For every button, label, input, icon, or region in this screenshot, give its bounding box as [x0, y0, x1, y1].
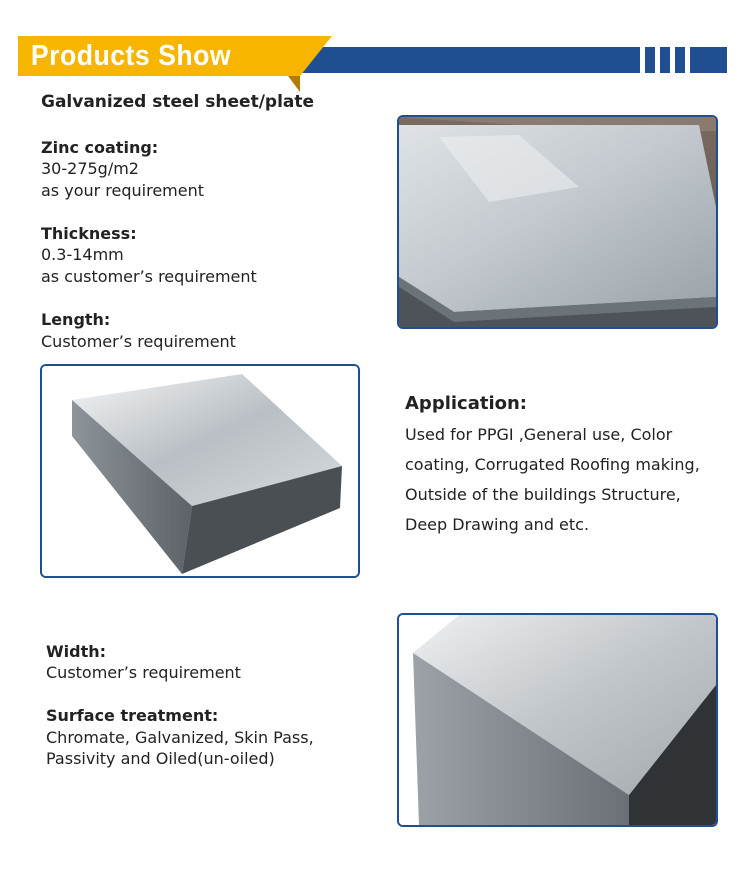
- sheet-closeup-image: [399, 615, 716, 825]
- photo-plate-stack: [40, 364, 360, 578]
- zinc-coating-label: Zinc coating:: [41, 138, 159, 157]
- surface-treatment-label: Surface treatment:: [46, 706, 219, 725]
- length-label: Length:: [41, 310, 111, 329]
- length-value: Customer’s requirement: [41, 332, 236, 351]
- application-line-2: coating, Corrugated Roofing making,: [405, 455, 700, 474]
- photo-sheet-stack: [397, 115, 718, 329]
- thickness-note: as customer’s requirement: [41, 267, 257, 286]
- sheet-stack-image: [399, 117, 716, 327]
- application-line-3: Outside of the buildings Structure,: [405, 485, 681, 504]
- surface-treatment-line-1: Chromate, Galvanized, Skin Pass,: [46, 728, 314, 747]
- application-line-1: Used for PPGI ,General use, Color: [405, 425, 673, 444]
- header-banner: [0, 0, 750, 100]
- thickness-label: Thickness:: [41, 224, 137, 243]
- application-title: Application:: [405, 393, 528, 414]
- banner-title: Products Show: [30, 39, 232, 72]
- photo-sheet-closeup: [397, 613, 718, 827]
- zinc-coating-note: as your requirement: [41, 181, 205, 200]
- width-label: Width:: [46, 642, 107, 661]
- application-line-4: Deep Drawing and etc.: [405, 515, 590, 534]
- product-name: Galvanized steel sheet/plate: [41, 92, 315, 112]
- thickness-value: 0.3-14mm: [41, 245, 124, 264]
- width-value: Customer’s requirement: [46, 663, 241, 682]
- surface-treatment-line-2: Passivity and Oiled(un-oiled): [46, 749, 275, 768]
- plate-stack-image: [42, 366, 358, 576]
- zinc-coating-value: 30-275g/m2: [41, 159, 139, 178]
